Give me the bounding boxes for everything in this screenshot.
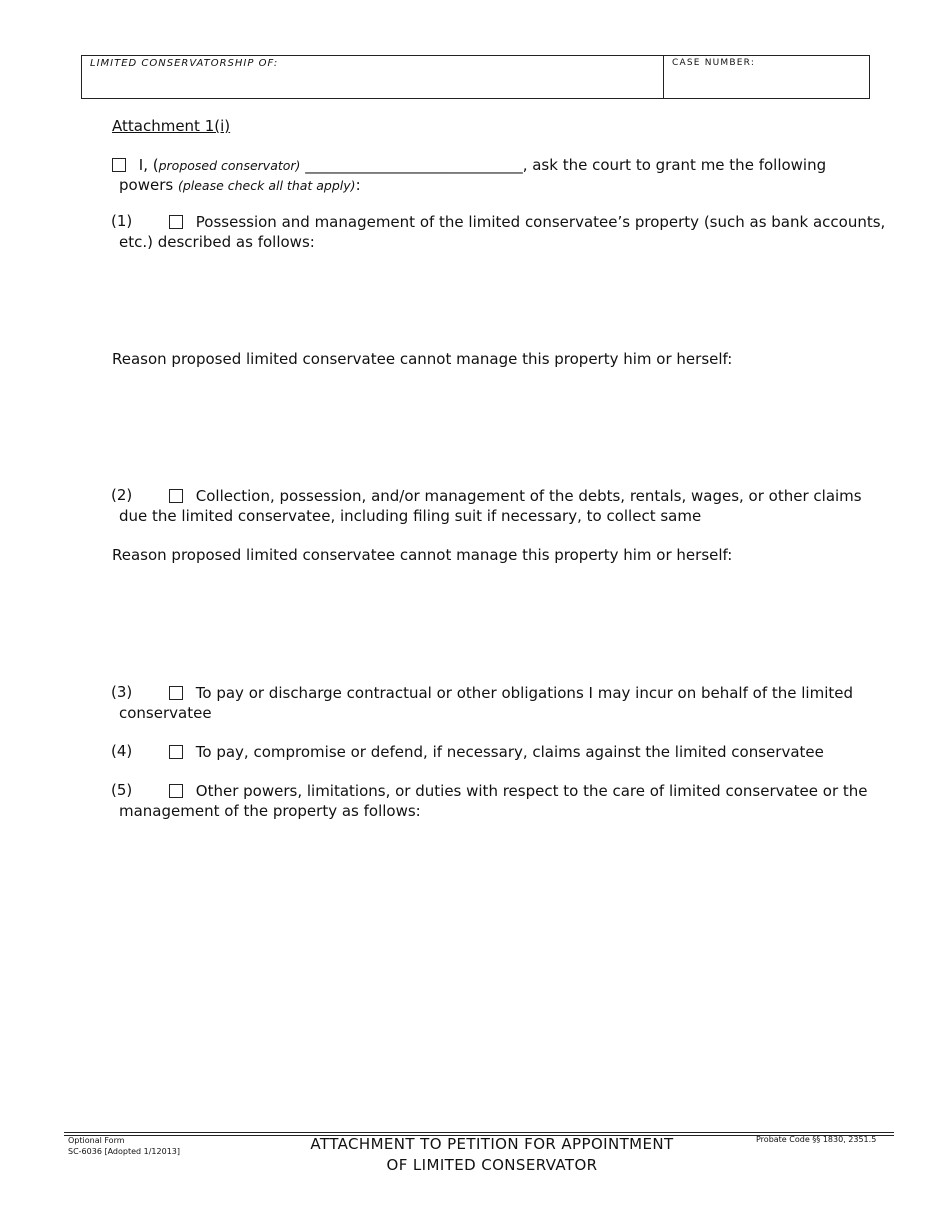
intro-line-1 [112, 155, 826, 176]
footer-title-line-2: OF LIMITED CONSERVATOR [386, 1156, 598, 1174]
intro-blank[interactable]: _____________________________ [305, 156, 523, 174]
footer-probate-code: Probate Code §§ 1830, 2351.5 [756, 1135, 877, 1144]
intro-italic: proposed conservator) [158, 158, 301, 173]
intro-line-2 [119, 175, 361, 196]
intro-checkbox[interactable] [112, 158, 126, 172]
item-4-checkbox[interactable] [169, 745, 183, 759]
conservatorship-field[interactable] [82, 56, 664, 98]
item-5-line-1 [169, 781, 868, 801]
reason-label-1: Reason proposed limited conservatee cannot manage this property him or herself: [112, 350, 733, 368]
item-5-text-1: Other powers, limitations, or duties with respect to the care of limited conservatee or the [195, 782, 868, 800]
item-2-line-2: due the limited conservatee, including filing suit if necessary, to collect same [119, 507, 702, 525]
caption-box [81, 55, 870, 99]
intro-colon: : [355, 176, 361, 194]
item-3-line-2: conservatee [119, 704, 212, 722]
item-1-checkbox[interactable] [169, 215, 183, 229]
intro-prefix: I, ( [138, 156, 159, 174]
case-number-label: CASE NUMBER: [672, 58, 756, 68]
case-number-field[interactable] [664, 56, 869, 98]
footer-form-info [68, 1135, 180, 1157]
item-3-line-1 [169, 683, 853, 703]
item-5-line-2: management of the property as follows: [119, 802, 421, 820]
intro-instruction: (please check all that apply) [177, 178, 356, 193]
item-5-number: (5) [111, 781, 133, 799]
footer-optional-form: Optional Form [68, 1136, 125, 1145]
item-2-number: (2) [111, 486, 133, 504]
attachment-title: Attachment 1(i) [112, 117, 231, 135]
item-2-line-1 [169, 486, 862, 506]
item-1-line-2: etc.) described as follows: [119, 233, 315, 251]
item-4-text-1: To pay, compromise or defend, if necessary, claims against the limited conservatee [195, 743, 824, 761]
footer-form-id: SC-6036 [Adopted 1/12013] [68, 1147, 180, 1156]
item-3-checkbox[interactable] [169, 686, 183, 700]
conservatorship-label: LIMITED CONSERVATORSHIP OF: [90, 58, 279, 69]
reason-label-2: Reason proposed limited conservatee cannot manage this property him or herself: [112, 546, 733, 564]
item-3-number: (3) [111, 683, 133, 701]
item-1-number: (1) [111, 212, 133, 230]
footer-title-line-1: ATTACHMENT TO PETITION FOR APPOINTMENT [310, 1135, 674, 1153]
item-1-text-1: Possession and management of the limited conservatee’s property (such as bank accounts, [195, 213, 886, 231]
intro-suffix: , ask the court to grant me the following [522, 156, 827, 174]
footer-rule-top [64, 1132, 894, 1133]
intro-powers: powers [119, 176, 178, 194]
item-4-line-1 [169, 742, 824, 762]
item-3-text-1: To pay or discharge contractual or other obligations I may incur on behalf of the limited [195, 684, 853, 702]
item-4-number: (4) [111, 742, 133, 760]
item-1-line-1 [169, 212, 885, 232]
item-5-checkbox[interactable] [169, 784, 183, 798]
item-2-checkbox[interactable] [169, 489, 183, 503]
item-2-text-1: Collection, possession, and/or management of the debts, rentals, wages, or other claims [195, 487, 862, 505]
footer-title [262, 1134, 722, 1176]
